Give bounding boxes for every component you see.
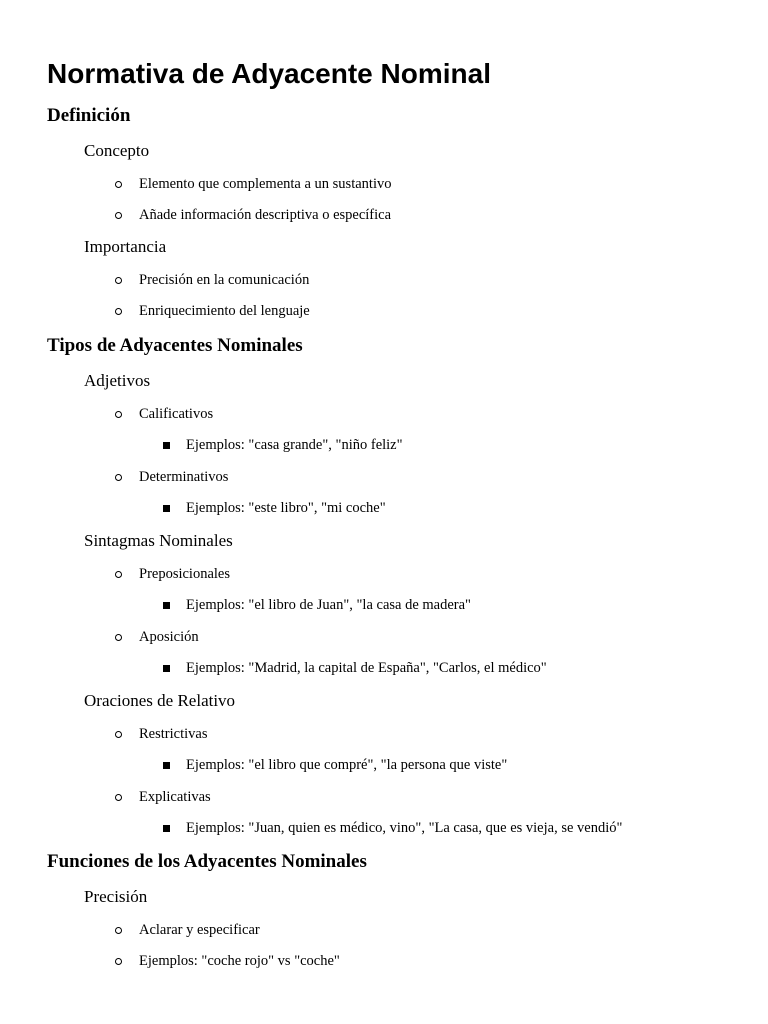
list-item: Enriquecimiento del lenguaje	[139, 301, 310, 321]
circle-bullet-icon	[115, 571, 122, 578]
list-item: Determinativos	[139, 467, 228, 487]
nested-list-item: Ejemplos: "el libro de Juan", "la casa de madera"	[186, 595, 471, 615]
section-heading-funciones: Funciones de los Adyacentes Nominales	[47, 851, 367, 872]
list-item: Precisión en la comunicación	[139, 270, 309, 290]
square-bullet-icon	[163, 825, 170, 832]
subheading-precision: Precisión	[84, 887, 148, 906]
list-item: Ejemplos: "coche rojo" vs "coche"	[139, 951, 340, 971]
circle-bullet-icon	[115, 212, 122, 219]
nested-list-item: Ejemplos: "el libro que compré", "la persona que viste"	[186, 755, 507, 775]
circle-bullet-icon	[115, 308, 122, 315]
list-item: Añade información descriptiva o específica	[139, 205, 391, 225]
list-item: Aposición	[139, 627, 199, 647]
nested-list-item: Ejemplos: "casa grande", "niño feliz"	[186, 435, 403, 455]
circle-bullet-icon	[115, 411, 122, 418]
nested-list-item: Ejemplos: "Madrid, la capital de España", "Carlos, el médico"	[186, 658, 547, 678]
subheading-sintagmas: Sintagmas Nominales	[84, 531, 233, 550]
nested-list-item: Ejemplos: "Juan, quien es médico, vino", "La casa, que es vieja, se vendió"	[186, 818, 622, 838]
square-bullet-icon	[163, 665, 170, 672]
list-item: Explicativas	[139, 787, 211, 807]
square-bullet-icon	[163, 442, 170, 449]
circle-bullet-icon	[115, 927, 122, 934]
subheading-concepto: Concepto	[84, 141, 150, 160]
square-bullet-icon	[163, 602, 170, 609]
subheading-oraciones: Oraciones de Relativo	[84, 691, 236, 710]
page-title: Normativa de Adyacente Nominal	[47, 58, 491, 89]
section-heading-definicion: Definición	[47, 105, 131, 126]
list-item: Aclarar y especificar	[139, 920, 260, 940]
list-item: Calificativos	[139, 404, 213, 424]
circle-bullet-icon	[115, 181, 122, 188]
list-item: Elemento que complementa a un sustantivo	[139, 174, 391, 194]
subheading-importancia: Importancia	[84, 237, 167, 256]
nested-list-item: Ejemplos: "este libro", "mi coche"	[186, 498, 386, 518]
circle-bullet-icon	[115, 474, 122, 481]
section-heading-tipos: Tipos de Adyacentes Nominales	[47, 335, 303, 356]
subheading-adjetivos: Adjetivos	[84, 371, 151, 390]
circle-bullet-icon	[115, 731, 122, 738]
circle-bullet-icon	[115, 794, 122, 801]
square-bullet-icon	[163, 762, 170, 769]
circle-bullet-icon	[115, 634, 122, 641]
list-item: Restrictivas	[139, 724, 207, 744]
circle-bullet-icon	[115, 277, 122, 284]
circle-bullet-icon	[115, 958, 122, 965]
square-bullet-icon	[163, 505, 170, 512]
list-item: Preposicionales	[139, 564, 230, 584]
